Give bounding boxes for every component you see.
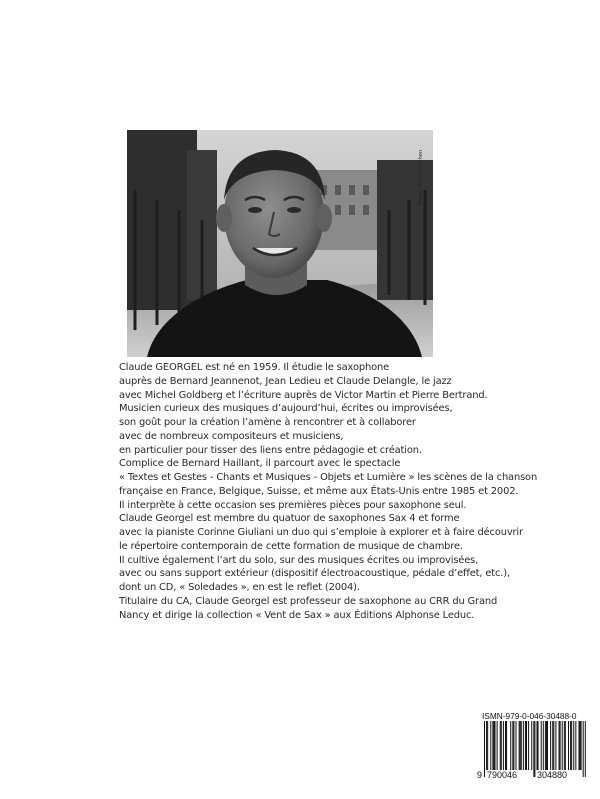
barcode-digit-first: 9 [477, 770, 483, 780]
barcode-bar [525, 721, 526, 770]
barcode-bar [553, 721, 554, 770]
bio-line: son goût pour la création l’amène à rencontrer et à collaborer [119, 417, 416, 428]
bio-line: avec de nombreux compositeurs et musiciens, [119, 430, 344, 442]
barcode-bar [571, 721, 572, 770]
barcode-bar [580, 721, 581, 770]
barcode-bar [484, 721, 485, 777]
bio-line: en particulier pour tisser des liens entre pédagogie et création. [119, 444, 422, 456]
barcode-digit-group-2: 304880 [537, 770, 568, 780]
barcode-bar [486, 721, 487, 777]
barcode-bar [503, 721, 504, 770]
barcode-bar [500, 721, 501, 770]
barcode-bar [555, 721, 556, 770]
barcode-bar [547, 721, 548, 770]
bio-line: avec Michel Goldberg et l’écriture auprès de Victor Martin et Pierre Bertrand. [119, 389, 488, 401]
bio-line: Claude Georgel est membre du quatuor de saxophones Sax 4 et forme [119, 513, 460, 525]
bio-line: avec la pianiste Corinne Giuliani un duo qui s’emploie à explorer et à faire découvrir [119, 527, 523, 538]
barcode-bar [520, 721, 521, 770]
barcode-bar [531, 721, 532, 770]
barcode-bar [541, 721, 542, 770]
barcode-bar [560, 721, 561, 770]
barcode-bar [581, 721, 582, 770]
barcode-bar [559, 721, 560, 770]
barcode-digit-group-1: 790046 [487, 770, 518, 780]
author-photo [127, 130, 433, 357]
barcode-bar [585, 721, 586, 777]
barcode-bar [537, 721, 538, 770]
barcode-bar [543, 721, 544, 770]
barcode-bar [570, 721, 571, 770]
barcode-bar [512, 721, 513, 770]
barcode-bar [501, 721, 502, 770]
bio-line: « Textes et Gestes - Chants et Musiques - Objets et Lumière » les scènes de la chanson [119, 472, 538, 483]
bio-line: Il cultive également l’art du solo, sur des musiques écrites ou improvisées, [119, 554, 479, 566]
barcode-bar [552, 721, 553, 770]
barcode-bar [510, 721, 511, 770]
barcode-bar [523, 721, 524, 770]
barcode-bar [533, 721, 534, 777]
barcode-bar [519, 721, 520, 770]
barcode-bar [550, 721, 551, 770]
barcode-bar [497, 721, 498, 770]
barcode-bar [565, 721, 566, 770]
barcode-bar [521, 721, 522, 770]
barcode-bar [579, 721, 580, 770]
bio-line: dont un CD, « Soledades », en est le reflet (2004). [119, 582, 360, 593]
barcode-bar [534, 721, 535, 777]
barcode-bar [564, 721, 565, 770]
barcode-bar [490, 721, 491, 770]
bio-line: Claude GEORGEL est né en 1959. Il étudie le saxophone [119, 362, 389, 373]
biography-text [119, 361, 539, 622]
bio-line: Titulaire du CA, Claude Georgel est professeur de saxophone au CRR du Grand [119, 595, 498, 607]
bio-line: Nancy et dirige la collection « Vent de Sax » aux Éditions Alphonse Leduc. [119, 609, 475, 621]
bio-line: le répertoire contemporain de cette formation de musique de chambre. [119, 540, 463, 552]
barcode-bar [492, 721, 493, 770]
barcode-bar [505, 721, 506, 770]
barcode-bar [575, 721, 576, 770]
bio-line: Musicien curieux des musiques d’aujourd’hui, écrites ou improvisées, [119, 403, 453, 415]
barcode-bar [583, 721, 584, 777]
bio-line: Il interprète à cette occasion ses premières pièces pour saxophone seul. [119, 499, 467, 511]
barcode-bar [506, 721, 507, 770]
barcode-bar [493, 721, 494, 770]
bio-line: auprès de Bernard Jeannenot, Jean Ledieu et Claude Delangle, le jazz [119, 375, 452, 387]
author-portrait-image [127, 130, 433, 357]
barcode-bar [568, 721, 569, 770]
barcode-bar [573, 721, 574, 770]
barcode-bar [526, 721, 527, 770]
barcode-bar [538, 721, 539, 770]
ismn-number: ISMN-979-0-046-30488-0 [482, 711, 577, 721]
barcode-bar [487, 721, 488, 770]
barcode-bar [562, 721, 563, 770]
barcode-bar [516, 721, 517, 770]
bio-line: Complice de Bernard Haillant, il parcourt avec le spectacle [119, 458, 401, 470]
bio-line: avec ou sans support extérieur (dispositif électroacoustique, pédale d’effet, etc.), [119, 568, 510, 580]
barcode-bar [513, 721, 514, 770]
photo-credit: Photo : Michel Cochon [418, 150, 424, 206]
bio-line: française en France, Belgique, Suisse, et même aux États-Unis entre 1985 et 2002. [119, 485, 519, 497]
barcode-bar [546, 721, 547, 770]
barcode-bar [545, 721, 546, 770]
barcode-bar [495, 721, 496, 770]
barcode-bar [528, 721, 529, 770]
